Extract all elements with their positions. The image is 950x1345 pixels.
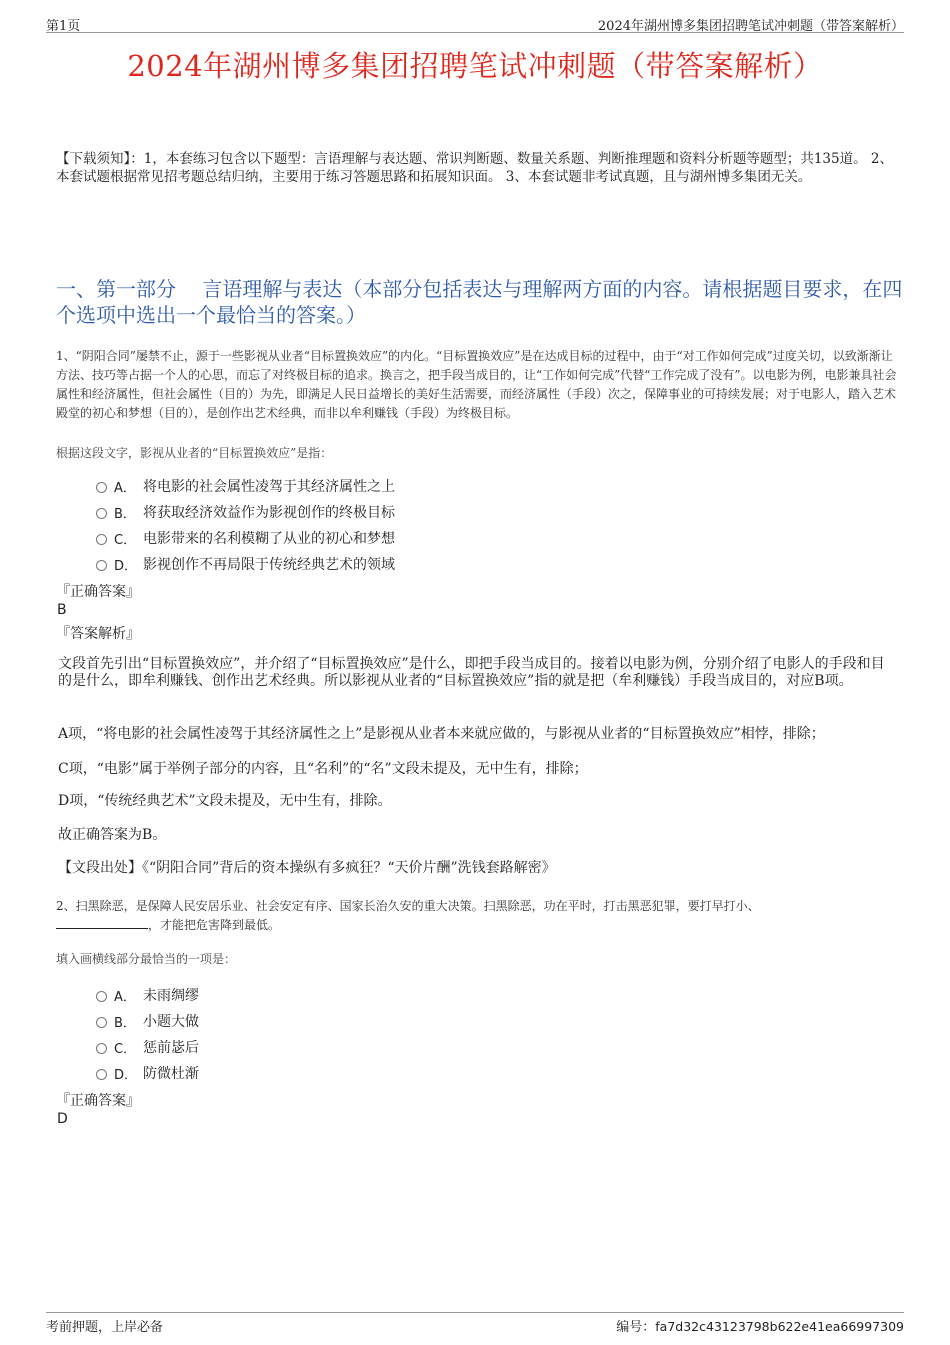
option-text: 将获取经济效益作为影视创作的终极目标: [143, 505, 395, 521]
option-text: 未雨绸缪: [143, 988, 199, 1004]
q1-source: 【文段出处】《“阴阳合同”背后的资本操纵有多疯狂？“天价片酬”洗钱套路解密》: [58, 860, 556, 876]
question-1-text: 1、“阴阳合同”屡禁不止，源于一些影视从业者“目标置换效应”的内化。“目标置换效应”是在达成目标的过程中，由于“对工作如何完成”过度关切，以致渐渐让方法、技巧等占据一个人的心思，而忘了对终极目标的追求。换言之，把手段当成目的，让“工作如何完成”代替“工作完成了没有”。以电影为例，电影兼具社会属性和经济属性，但社会属性（目的）为先，即满足人民日益增长的美好生活需要，而经济属性（手段）次之，保障事业的可持续发展；对于电影人，踏入艺术殿堂的初心和梦想（目的），是创作出艺术经典，而非以牟利赚钱（手段）为终极目标。: [56, 349, 897, 420]
q2-option-d[interactable]: [96, 1063, 199, 1083]
option-text: 影视创作不再局限于传统经典艺术的领域: [143, 557, 395, 573]
q2-text-before: 2、扫黑除恶，是保障人民安居乐业、社会安定有序、国家长治久安的重大决策。扫黑除恶，功在平时，打击黑恶犯罪，要打早打小、: [56, 899, 760, 913]
q2-text-after: ，才能把危害降到最低。: [148, 918, 281, 932]
option-text: 小题大做: [143, 1014, 199, 1030]
option-letter: A．: [114, 989, 136, 1005]
q1-option-c[interactable]: [96, 528, 395, 548]
q1-option-a[interactable]: [96, 476, 395, 496]
q2-answer-label: 『正确答案』: [56, 1093, 140, 1109]
q2-option-b[interactable]: [96, 1011, 199, 1031]
fill-blank: [56, 916, 148, 929]
q1-analysis-d: D项，“传统经典艺术”文段未提及，无中生有，排除。: [58, 793, 392, 809]
option-letter: A．: [114, 480, 136, 496]
question-2-text: [56, 897, 902, 935]
option-letter: B．: [114, 1015, 136, 1031]
download-notice: 【下载须知】：1，本套练习包含以下题型：言语理解与表达题、常识判断题、数量关系题、判断推理题和资料分析题等题型；共135道。 2、本套试题根据常见招考题总结归纳，主要用于练习答题思路和拓展知识面。 3、本套试题非考试真题，且与湖州博多集团无关。: [56, 151, 893, 185]
page-header: [46, 12, 904, 33]
option-letter: D．: [114, 1067, 138, 1083]
question-2-prompt: 填入画横线部分最恰当的一项是：: [56, 952, 237, 966]
radio-icon[interactable]: [96, 560, 107, 571]
footer-slogan: 考前押题，上岸必备: [46, 1320, 164, 1335]
option-letter: D．: [114, 558, 138, 574]
q1-analysis-conclusion: 故正确答案为B。: [58, 827, 167, 843]
option-text: 防微杜渐: [143, 1066, 199, 1082]
document-title: 2024年湖州博多集团招聘笔试冲刺题（带答案解析）: [127, 49, 823, 83]
radio-icon[interactable]: [96, 534, 107, 545]
q1-analysis-a: A项，“将电影的社会属性凌驾于其经济属性之上”是影视从业者本来就应做的，与影视从业者的“目标置换效应”相悖，排除；: [58, 726, 825, 742]
radio-icon[interactable]: [96, 991, 107, 1002]
q1-analysis-c: C项，“电影”属于举例子部分的内容，且“名利”的“名”文段未提及，无中生有，排除；: [58, 761, 588, 777]
option-letter: C．: [114, 532, 137, 548]
q1-analysis-paragraph: 文段首先引出“目标置换效应”，并介绍了“目标置换效应”是什么，即把手段当成目的。接着以电影为例，分别介绍了电影人的手段和目的是什么，即牟利赚钱、创作出艺术经典。所以影视从业者的“目标置换效应”指的就是把（牟利赚钱）手段当成目的，对应B项。: [58, 656, 885, 689]
q1-answer: B: [57, 602, 67, 618]
question-1-prompt: 根据这段文字，影视从业者的“目标置换效应”是指：: [56, 446, 333, 460]
option-letter: C．: [114, 1041, 137, 1057]
q1-option-d[interactable]: [96, 554, 395, 574]
q1-analysis-label: 『答案解析』: [56, 626, 140, 642]
option-text: 电影带来的名利模糊了从业的初心和梦想: [143, 531, 395, 547]
q2-option-a[interactable]: [96, 985, 199, 1005]
option-letter: B．: [114, 506, 136, 522]
page-number: 第1页: [46, 19, 81, 34]
radio-icon[interactable]: [96, 1043, 107, 1054]
code-value: fa7d32c43123798b622e41ea66997309: [655, 1319, 904, 1334]
q2-option-c[interactable]: [96, 1037, 199, 1057]
q1-option-b[interactable]: [96, 502, 395, 522]
page-footer: [46, 1312, 904, 1337]
q2-answer: D: [57, 1111, 68, 1127]
footer-code: [616, 1316, 904, 1335]
radio-icon[interactable]: [96, 1069, 107, 1080]
option-text: 将电影的社会属性凌驾于其经济属性之上: [143, 479, 395, 495]
code-label: 编号：: [616, 1320, 656, 1335]
header-doc-title: 2024年湖州博多集团招聘笔试冲刺题（带答案解析）: [597, 19, 904, 34]
radio-icon[interactable]: [96, 482, 107, 493]
radio-icon[interactable]: [96, 1017, 107, 1028]
radio-icon[interactable]: [96, 508, 107, 519]
option-text: 惩前毖后: [143, 1040, 199, 1056]
section-heading: 一、第一部分 言语理解与表达（本部分包括表达与理解两方面的内容。请根据题目要求，在四个选项中选出一个最恰当的答案。）: [56, 277, 903, 327]
q1-answer-label: 『正确答案』: [56, 584, 140, 600]
